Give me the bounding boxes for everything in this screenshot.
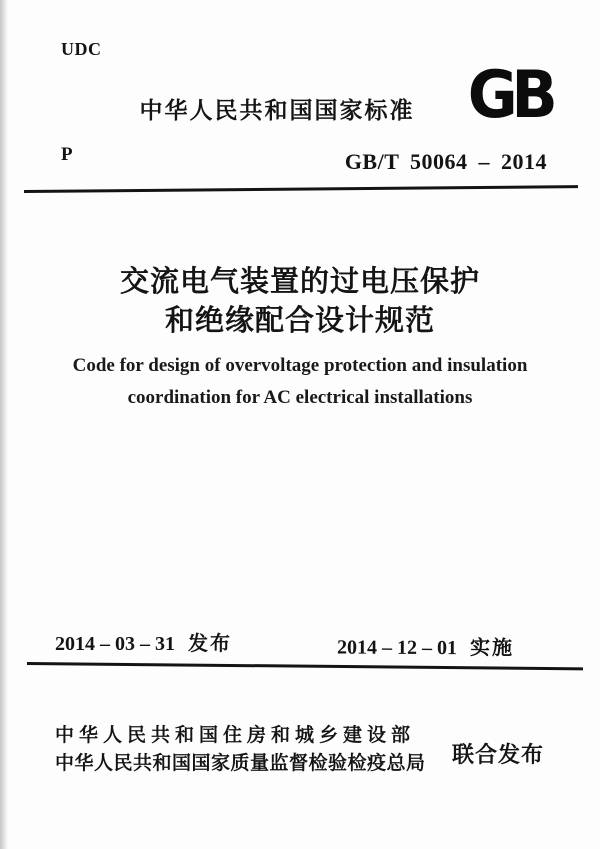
publisher-line2: 中华人民共和国国家质量监督检验检疫总局 (55, 753, 426, 774)
title-english-line1: Code for design of overvoltage protection and insulation (72, 355, 528, 376)
title-english (0, 350, 600, 414)
issue-date: 2014 – 03 – 31 (55, 633, 175, 655)
title-chinese-line1: 交流电气装置的过电压保护 (119, 266, 480, 298)
dates-rule (27, 662, 583, 670)
title-english-line2: coordination for AC electrical installations (127, 387, 473, 408)
publisher-line1: 中华人民共和国住房和城乡建设部 (55, 725, 416, 746)
title-block (0, 263, 600, 414)
date-row (0, 626, 600, 660)
implementation-label: 实施 (469, 637, 515, 660)
standard-number: GB/T 50064 – 2014 (344, 149, 547, 174)
scan-edge-shadow (0, 0, 8, 849)
title-chinese-line2: 和绝缘配合设计规范 (164, 305, 435, 337)
joint-release-label: 联合发布 (452, 742, 545, 767)
implementation-date: 2014 – 12 – 01 (336, 636, 458, 660)
header-rule (24, 185, 578, 193)
gb-logo: GB (467, 56, 552, 133)
publishers-block (55, 722, 426, 778)
issue-date-group (55, 627, 232, 656)
classification-code: P (61, 144, 73, 165)
udc-label: UDC (61, 39, 102, 59)
implementation-date-group (337, 631, 514, 661)
issue-label: 发布 (188, 633, 232, 655)
national-standard-heading: 中华人民共和国国家标准 (139, 97, 415, 123)
